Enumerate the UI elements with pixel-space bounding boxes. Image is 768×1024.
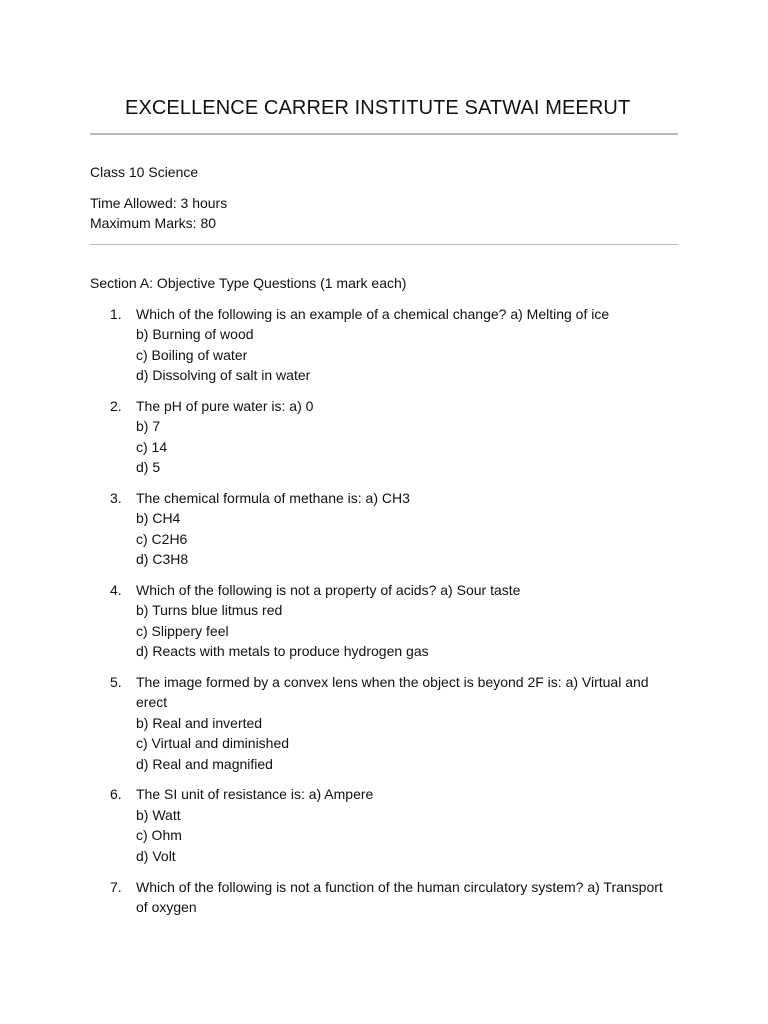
answer-option: b) Burning of wood	[136, 326, 254, 343]
question-text: Which of the following is not a property of acids? a) Sour taste	[136, 582, 521, 599]
question-body	[136, 580, 684, 662]
question-body	[136, 784, 684, 866]
question-body	[136, 396, 684, 478]
answer-option: c) Boiling of water	[136, 346, 248, 363]
question-text: The SI unit of resistance is: a) Ampere	[136, 786, 374, 803]
question-number: 2.	[110, 398, 122, 415]
answer-option: c) 14	[136, 438, 168, 455]
answer-option: c) C2H6	[136, 530, 188, 547]
question-body	[136, 877, 684, 918]
answer-option: of oxygen	[136, 898, 197, 915]
question-number: 6.	[110, 786, 122, 803]
answer-option: c) Virtual and diminished	[136, 735, 290, 752]
answer-option: c) Slippery feel	[136, 622, 229, 639]
question-item	[110, 672, 690, 774]
question-text: Which of the following is an example of a chemical change? a) Melting of ice	[136, 306, 610, 322]
question-item	[110, 784, 690, 866]
answer-option: b) 7	[136, 418, 161, 435]
question-number: 7.	[110, 878, 122, 895]
header-divider	[90, 244, 678, 245]
question-item	[110, 396, 690, 478]
institute-title: EXCELLENCE CARRER INSTITUTE SATWAI MEERUT	[125, 97, 631, 119]
answer-option: c) Ohm	[136, 827, 182, 844]
question-item	[110, 877, 690, 918]
section-a-heading: Section A: Objective Type Questions (1 mark each)	[90, 275, 407, 291]
question-item	[110, 488, 690, 570]
maximum-marks: Maximum Marks: 80	[90, 215, 217, 231]
answer-option: d) C3H8	[136, 551, 189, 568]
question-body	[136, 488, 684, 570]
question-body	[136, 304, 684, 386]
time-allowed: Time Allowed: 3 hours	[90, 195, 228, 211]
answer-option: b) CH4	[136, 510, 181, 527]
answer-option: d) Reacts with metals to produce hydrogen gas	[136, 643, 429, 660]
answer-option: b) Real and inverted	[136, 714, 263, 731]
answer-option: d) Dissolving of salt in water	[136, 367, 311, 384]
answer-option: erect	[136, 694, 168, 711]
class-subject: Class 10 Science	[90, 164, 199, 180]
answer-option: d) Real and magnified	[136, 755, 273, 772]
question-item	[110, 304, 690, 386]
answer-option: d) 5	[136, 459, 161, 476]
question-number: 3.	[110, 490, 122, 507]
question-text: The chemical formula of methane is: a) CH3	[136, 490, 410, 507]
answer-option: b) Watt	[136, 806, 181, 823]
question-number: 4.	[110, 582, 122, 599]
question-item	[110, 580, 690, 662]
question-text: The image formed by a convex lens when the object is beyond 2F is: a) Virtual and	[136, 674, 649, 691]
question-number: 1.	[110, 306, 122, 322]
question-body	[136, 672, 684, 774]
question-list	[110, 304, 690, 928]
answer-option: d) Volt	[136, 847, 176, 864]
answer-option: b) Turns blue litmus red	[136, 602, 283, 619]
question-number: 5.	[110, 674, 122, 691]
question-text: The pH of pure water is: a) 0	[136, 398, 314, 415]
title-divider	[90, 133, 678, 135]
question-text: Which of the following is not a function of the human circulatory system? a) Transport	[136, 878, 663, 895]
